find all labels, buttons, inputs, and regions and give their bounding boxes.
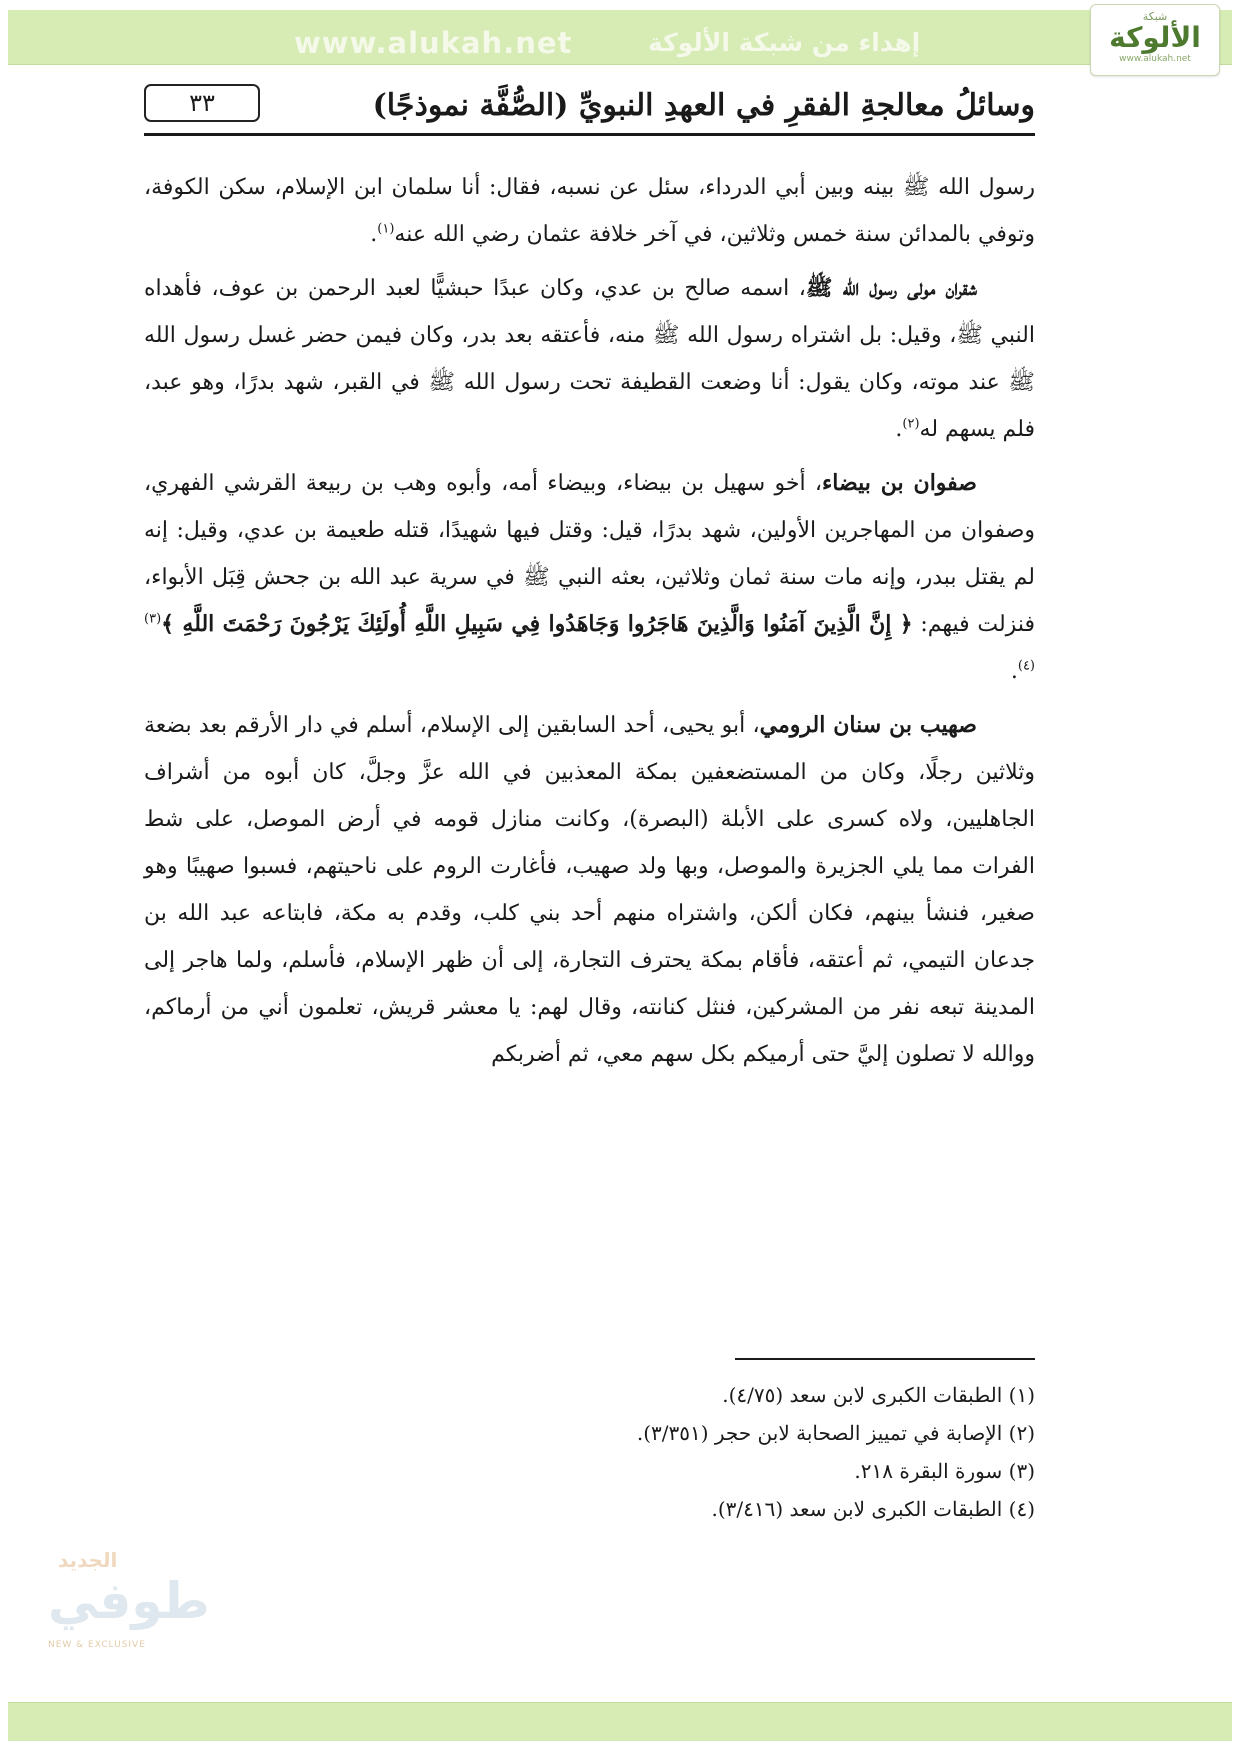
site-url[interactable]: www.alukah.net xyxy=(294,26,573,60)
watermark-middle-text: طوفي xyxy=(48,1572,210,1630)
watermark-top-text: الجديد xyxy=(58,1548,118,1572)
footnotes xyxy=(144,1376,1035,1528)
paragraph-text: رسول الله ﷺ بينه وبين أبي الدرداء، سئل عن نسبه، فقال: أنا سلمان ابن الإسلام، سكن الكوفة، وتوفي بالمدائن سنة خمس وثلاثين، في آخر خلافة عثمان رضي الله عنه xyxy=(144,175,1035,247)
paragraph-1 xyxy=(144,164,1035,258)
alukah-logo xyxy=(1090,4,1220,76)
body-text xyxy=(144,164,1035,1085)
logo-url-text: www.alukah.net xyxy=(1119,54,1191,64)
top-banner xyxy=(8,10,1232,65)
header-rule xyxy=(144,133,1035,136)
bottom-banner xyxy=(8,1702,1232,1741)
page-number: ٣٣ xyxy=(144,84,260,122)
paragraph-tail: . xyxy=(895,417,903,442)
footnote-ref[interactable]: (٣)(٤) xyxy=(144,611,1035,674)
entry-name: صهيب بن سنان الرومي xyxy=(759,712,977,738)
footnote-ref[interactable]: (٢) xyxy=(902,416,920,432)
footnote-rule xyxy=(735,1358,1035,1360)
entry-name: شقران مولى رسول الله ﷺ xyxy=(805,275,977,301)
paragraph-3 xyxy=(144,460,1035,695)
gift-text: إهداء من شبكة الألوكة xyxy=(648,28,921,57)
logo-main-text: الألوكة xyxy=(1109,21,1201,54)
footnote-2: (٢) الإصابة في تمييز الصحابة لابن حجر (٣/٣٥١). xyxy=(636,1421,1035,1445)
running-title: وسائلُ معالجةِ الفقرِ في العهدِ النبويِّ (الصُّفَّة نموذجًا) xyxy=(372,88,1035,123)
paragraph-2 xyxy=(144,265,1035,453)
footnote-3: (٣) سورة البقرة ٢١٨. xyxy=(854,1459,1035,1483)
footnote-4: (٤) الطبقات الكبرى لابن سعد (٣/٤١٦). xyxy=(711,1497,1035,1521)
paragraph-text: ، أبو يحيى، أحد السابقين إلى الإسلام، أسلم في دار الأرقم بعد بضعة وثلاثين رجلًا، وكان من المستضعفين بمكة المعذبين في الله عزَّ وجلَّ، كان أبوه من أشراف الجاهليين، ولاه كسرى على الأبلة (البصرة)، وكانت منازل قومه في أرض الموصل، على شط الفرات مما يلي الجزيرة والموصل، وبها ولد صهيب، فأغارت الروم على ناحيتهم، فسبوا صهيبًا وهو صغير، فنشأ بينهم، فكان ألكن، واشتراه منهم أحد بني كلب، وقدم به مكة، فابتاعه عبد الله بن جدعان التيمي، ثم أعتقه، فأقام بمكة يحترف التجارة، إلى أن ظهر الإسلام، فأسلم، ولما هاجر إلى المدينة تبعه نفر من المشركين، فنثل كنانته، وقال لهم: يا معشر قريش، تعلمون أني من أرماكم، ووالله لا تصلون إليَّ حتى أرميكم بكل سهم معي، ثم أضربكم xyxy=(144,713,1035,1067)
paragraph-text: ، أخو سهيل بن بيضاء، وبيضاء أمه، وأبوه وهب بن ربيعة القرشي الفهري، وصفوان من المهاجرين الأولين، شهد بدرًا، قيل: وقتل فيها شهيدًا، قتله طعيمة بن عدي، وقيل: إنه لم يقتل ببدر، وإنه مات سنة ثمان وثلاثين، بعثه النبي ﷺ في سرية عبد الله بن جحش قِبَل الأبواء، فنزلت فيهم: xyxy=(144,471,1035,637)
paragraph-tail: . xyxy=(1010,659,1018,684)
quran-verse: ﴿ إِنَّ الَّذِينَ آمَنُوا وَالَّذِينَ هَاجَرُوا وَجَاهَدُوا فِي سَبِيلِ اللَّهِ أُولَئِكَ يَرْجُونَ رَحْمَتَ اللَّهِ ﴾ xyxy=(161,611,913,637)
watermark-bottom-text: NEW & EXCLUSIVE xyxy=(48,1640,146,1650)
paragraph-4 xyxy=(144,702,1035,1078)
watermark-logo xyxy=(38,1542,210,1662)
paragraph-text: ، اسمه صالح بن عدي، وكان عبدًا حبشيًّا لعبد الرحمن بن عوف، فأهداه النبي ﷺ، وقيل: بل اشتراه رسول الله ﷺ منه، فأعتقه بعد بدر، وكان فيمن حضر غسل رسول الله ﷺ عند موته، وكان يقول: أنا وضعت القطيفة تحت رسول الله ﷺ في القبر، شهد بدرًا، وهو عبد، فلم يسهم له xyxy=(144,276,1035,442)
footnote-ref[interactable]: (١) xyxy=(377,221,395,237)
paragraph-tail: . xyxy=(370,222,378,247)
entry-name: صفوان بن بيضاء xyxy=(821,470,977,496)
footnote-1: (١) الطبقات الكبرى لابن سعد (٤/٧٥). xyxy=(722,1383,1035,1407)
logo-small-text: شبكة xyxy=(1142,10,1168,23)
